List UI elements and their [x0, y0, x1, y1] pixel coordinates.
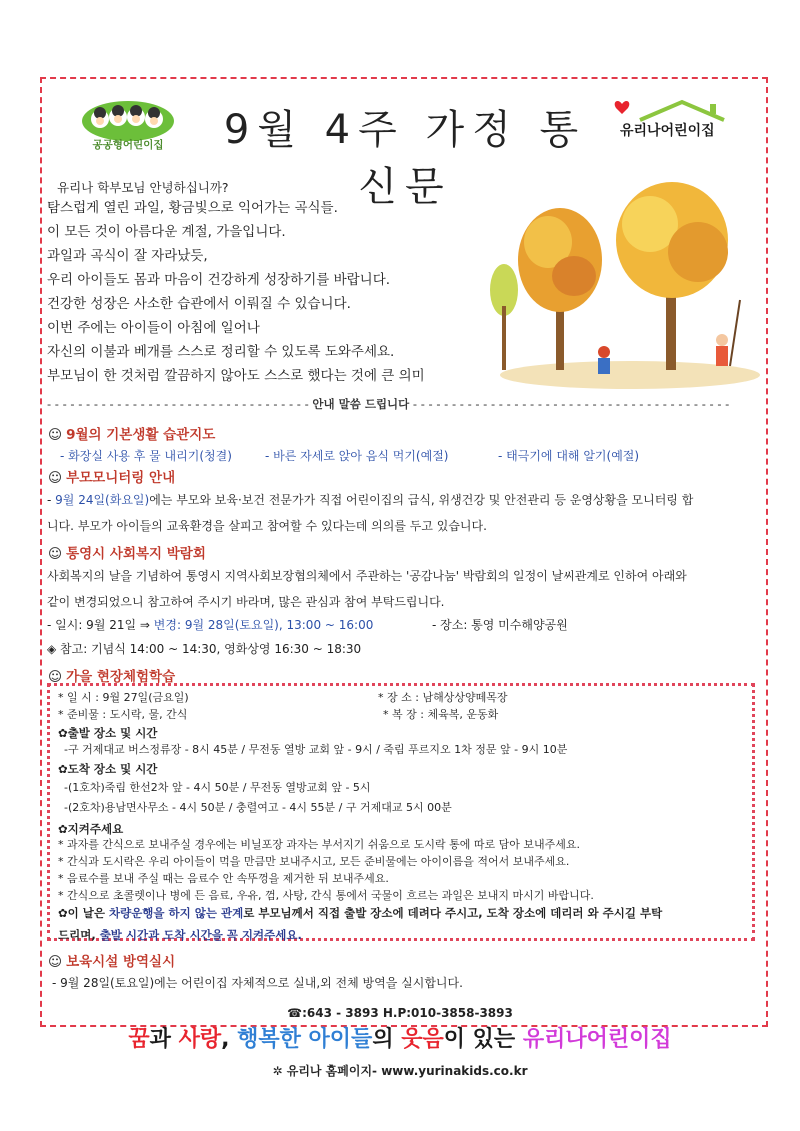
fieldtrip-box — [47, 683, 755, 941]
slogan-segment: 꿈 — [128, 1027, 150, 1052]
yurina-logo — [612, 98, 732, 144]
section-disinfection-title — [48, 950, 175, 970]
slogan — [0, 1022, 800, 1053]
logo-left-text: 공공형어린이집 — [92, 139, 164, 151]
fieldtrip-date: * 일 시 : 9월 27일(금요일) — [58, 691, 189, 704]
public-daycare-logo — [78, 97, 178, 155]
depart-title: ✿출발 장소 및 시간 — [58, 726, 158, 740]
intro-line: 우리 아이들도 몸과 마음이 건강하게 성장하기를 바랍니다. — [47, 272, 391, 288]
slogan-segment: 웃음 — [401, 1027, 444, 1052]
monitoring-line-1: - 9월 24일(화요일)에는 부모와 보육·보건 전문가가 직접 어린이집의 급식, 위생건강 및 안전관리 등 운영상황을 모니터링 합 — [47, 493, 694, 507]
intro-line: 과일과 곡식이 잘 자라났듯, — [47, 248, 208, 264]
smile-icon: ☺ — [48, 954, 63, 970]
smile-icon: ☺ — [48, 427, 63, 443]
note-item: * 간식으로 초콜렛이나 병에 든 음료, 우유, 껌, 사탕, 간식 통에서 국물이 흐르는 과일은 보내지 마시기 바랍니다. — [58, 889, 594, 902]
autumn-trees-illustration — [490, 180, 770, 400]
notice-divider: - - - - - - - - - - - - - - - - - - - - - - - - - - - - - - - - - - 안내 말씀 드립니다 - - - - - - - - - - - - - - - - - - - - - - - - - - - - - - - - - - - - - - - - - — [47, 397, 730, 411]
welfare-reference: ◈ 참고: 기념식 14:00 ~ 14:30, 영화상영 16:30 ~ 18:30 — [47, 642, 362, 656]
fieldtrip-prep: * 준비물 : 도시락, 물, 간식 — [58, 708, 188, 721]
notes-title: ✿지켜주세요 — [58, 822, 124, 836]
disinfection-line: - 9월 28일(토요일)에는 어린이집 자체적으로 실내,외 전체 방역을 실시합니다. — [52, 976, 463, 990]
monitoring-date: 9월 24일(화요일) — [55, 493, 150, 507]
arrive-title: ✿도착 장소 및 시간 — [58, 762, 158, 776]
greeting: 유리나 학부모님 안녕하십니까? — [57, 180, 229, 195]
homepage-link[interactable]: ✲ 유리나 홈페이지- www.yurinakids.co.kr — [272, 1064, 528, 1078]
habit-item: - 태극기에 대해 알기(예절) — [498, 449, 640, 463]
fieldtrip-place: * 장 소 : 남해상상양떼목장 — [378, 691, 508, 704]
note-item: * 과자를 간식으로 보내주실 경우에는 비닐포장 과자는 부서지기 쉬움으로 도시락 통에 따로 담아 보내주세요. — [58, 838, 580, 851]
note-item: * 간식과 도시락은 우리 아이들이 먹을 만큼만 보내주시고, 모든 준비물에는 아이이름을 적어서 보내주세요. — [58, 855, 570, 868]
habit-item: - 바른 자세로 앉아 음식 먹기(예절) — [265, 449, 449, 463]
depart-line: -구 거제대교 버스정류장 - 8시 45분 / 무전동 열방 교회 앞 - 9시 / 죽림 푸르지오 1차 정문 앞 - 9시 10분 — [64, 743, 568, 756]
contact-info: ☎:643 - 3893 H.P:010-3858-3893 — [287, 1006, 513, 1020]
slogan-segment: 과 — [149, 1027, 179, 1052]
smile-icon: ☺ — [48, 669, 63, 685]
section-monitoring-title — [48, 466, 175, 486]
monitoring-line-2: 니다. 부모가 아이들의 교육환경을 살피고 참여할 수 있다는데 의의를 두고 있습니다. — [47, 519, 487, 533]
habit-item: - 화장실 사용 후 물 내리기(청결) — [60, 449, 232, 463]
welfare-changed-date: 변경: 9월 28일(토요일), 13:00 ~ 16:00 — [153, 618, 374, 632]
section-habit-title — [48, 423, 215, 443]
disinfection-title: 보육시설 방역실시 — [66, 954, 176, 970]
note-item: * 음료수를 보내 주실 때는 음료수 안 속뚜껑을 제거한 뒤 보내주세요. — [58, 872, 389, 885]
intro-line: 자신의 이불과 베개를 스스로 정리할 수 있도록 도와주세요. — [47, 344, 395, 360]
page-title: 9월 4주 가정 통신문 — [223, 107, 587, 210]
intro-line: 이번 주에는 아이들이 아침에 일어나 — [47, 320, 260, 336]
intro-letter — [47, 180, 507, 388]
intro-line: 건강한 성장은 사소한 습관에서 이뤄질 수 있습니다. — [47, 296, 351, 312]
arrive-line-2: -(2호차)용남면사무소 - 4시 50분 / 충렬여고 - 4시 55분 / 구 거제대교 5시 00분 — [64, 801, 452, 814]
slogan-segment: , — [221, 1027, 238, 1052]
section-welfare-title — [48, 542, 206, 562]
welfare-title: 통영시 사회복지 박람회 — [66, 546, 206, 562]
welfare-date: - 일시: 9월 21일 ⇒ 변경: 9월 28일(토요일), 13:00 ~ 16:00 — [47, 618, 374, 632]
welfare-line-2: 같이 변경되었으니 참고하여 주시기 바라며, 많은 관심과 참여 부탁드립니다. — [47, 595, 445, 609]
fieldtrip-clothes: * 복 장 : 체육복, 운동화 — [383, 708, 499, 721]
slogan-segment: 사랑 — [178, 1027, 222, 1052]
fieldtrip-title: 가을 현장체험학습 — [66, 669, 176, 685]
intro-line: 이 모든 것이 아름다운 계절, 가을입니다. — [47, 224, 286, 240]
welfare-place: - 장소: 통영 미수해양공원 — [432, 618, 568, 632]
welfare-line-1: 사회복지의 날을 기념하여 통영시 지역사회보장협의체에서 주관하는 '공감나눔' 박람회의 일정이 날씨관계로 인하여 아래와 — [47, 569, 687, 583]
smile-icon: ☺ — [48, 546, 63, 562]
arrive-line-1: -(1호차)죽림 한선2차 앞 - 4시 50분 / 무전동 열방교회 앞 - 5시 — [64, 781, 371, 794]
monitoring-title: 부모모니터링 안내 — [66, 470, 176, 486]
slogan-segment: 행복한 아이들 — [237, 1027, 373, 1052]
slogan-segment: 이 있는 — [443, 1027, 523, 1052]
smile-icon: ☺ — [48, 470, 63, 486]
slogan-segment: 유리나어린이집 — [522, 1027, 672, 1052]
section-fieldtrip-title — [48, 665, 175, 685]
intro-line: 탐스럽게 열린 과일, 황금빛으로 익어가는 곡식들. — [47, 200, 338, 216]
slogan-segment: 의 — [372, 1027, 402, 1052]
habit-title: 9월의 기본생활 습관지도 — [66, 427, 216, 443]
logo-right-text: 유리나어린이집 — [620, 123, 715, 139]
divider-label: 안내 말씀 드립니다 — [312, 397, 410, 411]
emphasis-notice: ✿이 날은 차량운행을 하지 않는 관계로 부모님께서 직접 출발 장소에 데려다 주시고, 도착 장소에 데리러 와 주시길 부탁 드리며, 출발 시간과 도착 시간을 꼭 지켜주세요. — [58, 906, 663, 942]
intro-line: 부모님이 한 것처럼 깔끔하지 않아도 스스로 했다는 것에 큰 의미 — [47, 368, 425, 384]
